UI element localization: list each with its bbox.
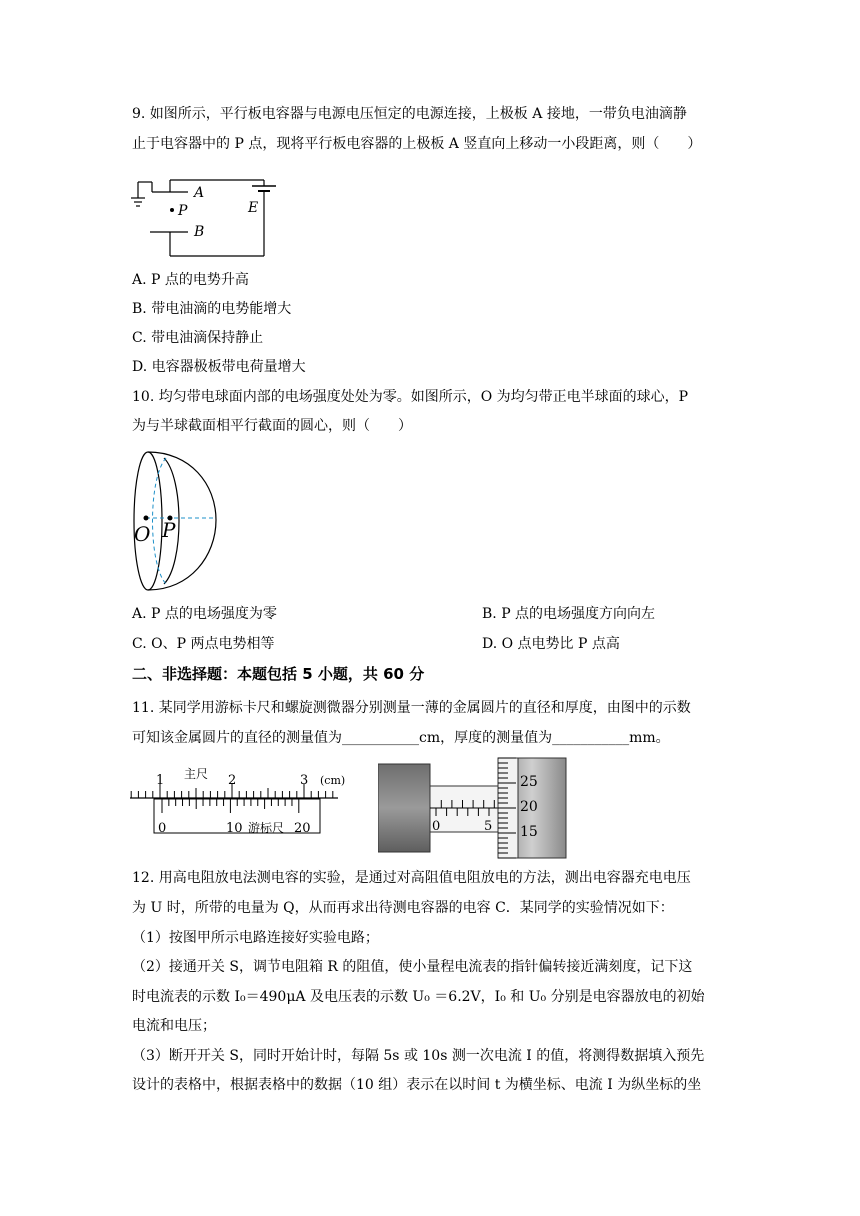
q12-step3-line1: （3）断开开关 S，同时开始计时，每隔 5s 或 10s 测一次电流 I 的值，将测得数据填入预先 [132,1048,705,1064]
q12-step3-line2: 设计的表格中，根据表格中的数据（10 组）表示在以时间 t 为横坐标、电流 I 为纵坐标的坐 [132,1077,702,1093]
caliper-main-scale-label: 主尺 [184,767,209,781]
caliper-vernier-tick-0: 0 [158,821,167,836]
caliper-vernier-scale-label: 游标尺 [248,821,285,835]
caliper-unit-label: (cm) [320,774,346,787]
q12-stem-line2: 为 U 时，所带的电量为 Q，从而再求出待测电容器的电容 C．某同学的实验情况如下： [132,900,674,916]
q9-stem-line2: 止于电容器中的 P 点，现将平行板电容器的上极板 A 竖直向上移动一小段距离，则（ ） [132,136,702,152]
q11-stem-line2: 可知该金属圆片的直径的测量值为___________cm，厚度的测量值为___________mm。 [132,730,670,746]
point-o-label: O [134,522,151,546]
point-o-dot [144,516,149,521]
caliper-vernier-tick-20: 20 [294,821,311,836]
q12-step1: （1）按图甲所示电路连接好实验电路； [132,930,379,946]
q12-step2-line1: （2）接通开关 S，调节电阻箱 R 的阻值，使小量程电流表的指针偏转接近满刻度，记下这 [132,959,693,975]
micrometer-figure [378,756,568,860]
thimble-tick-20: 20 [520,799,538,815]
thimble-tick-25: 25 [520,774,538,790]
battery-e-label: E [248,200,259,216]
caliper-main-tick-2: 2 [228,773,237,788]
q9-option-a: A. P 点的电势升高 [132,272,249,288]
sleeve-tick-5: 5 [484,819,493,834]
q10-option-c: C. O、P 两点电势相等 [132,636,275,652]
q9-option-b: B. 带电油滴的电势能增大 [132,301,292,317]
q9-option-c: C. 带电油滴保持静止 [132,330,264,346]
oil-drop-point [170,208,174,212]
q9-stem-line1: 9. 如图所示，平行板电容器与电源电压恒定的电源连接，上极板 A 接地，一带负电油滴静 [132,106,687,122]
section2-title: 二、非选择题：本题包括 5 小题，共 60 分 [132,665,425,683]
caliper-main-tick-3: 3 [300,773,309,788]
q10-option-b: B. P 点的电场强度方向向左 [482,606,656,622]
q10-hemisphere-figure [130,448,222,596]
caliper-vernier-tick-10: 10 [226,821,243,836]
sleeve-tick-0: 0 [432,819,441,834]
point-p-label: P [178,203,188,219]
q10-option-d: D. O 点电势比 P 点高 [482,636,620,652]
q9-option-d: D. 电容器极板带电荷量增大 [132,359,306,375]
q11-stem-line1: 11. 某同学用游标卡尺和螺旋测微器分别测量一薄的金属圆片的直径和厚度，由图中的示数 [132,700,691,716]
q10-option-a: A. P 点的电场强度为零 [132,606,277,622]
plate-b-label: B [194,224,205,240]
q12-stem-line1: 12. 用高电阻放电法测电容的实验，是通过对高阻值电阻放电的方法，测出电容器充电电压 [132,870,691,886]
q12-step2-line2: 时电流表的示数 I₀＝490μA 及电压表的示数 U₀ ＝6.2V，I₀ 和 U₀ 分别是电容器放电的初始 [132,989,705,1005]
q10-stem-line1: 10. 均匀带电球面内部的电场强度处处为零。如图所示，O 为均匀带正电半球面的球心，P [132,389,689,405]
vernier-caliper-figure [128,764,358,842]
thimble-tick-15: 15 [520,824,538,840]
q9-circuit-figure [128,172,278,264]
q12-step2-line3: 电流和电压； [132,1018,216,1034]
caliper-main-tick-1: 1 [156,773,165,788]
point-p-label: P [162,518,176,542]
q10-stem-line2: 为与半球截面相平行截面的圆心，则（ ） [132,418,412,434]
plate-a-label: A [194,185,205,201]
